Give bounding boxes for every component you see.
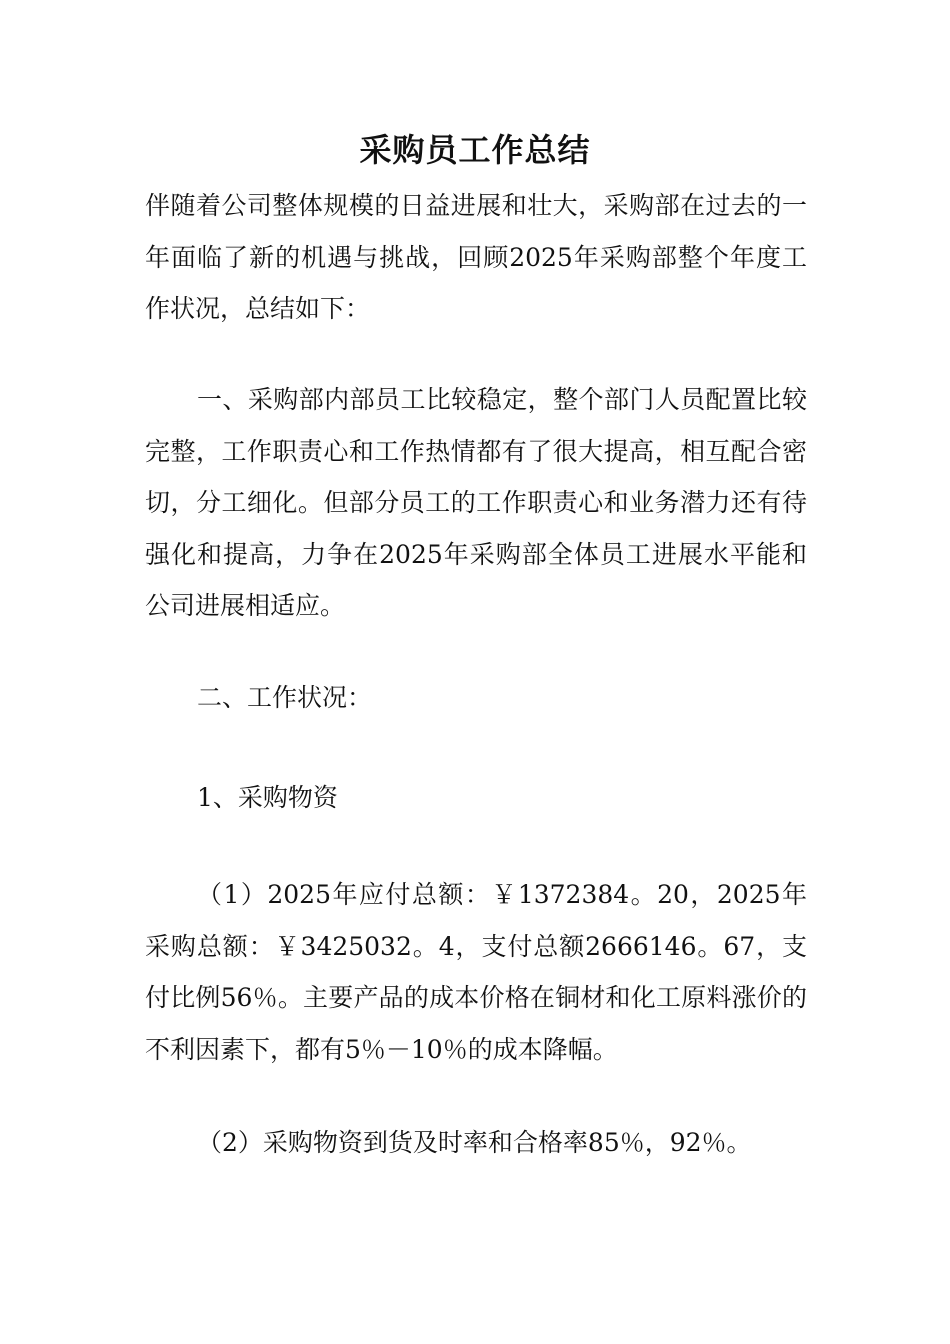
section-one-paragraph: 一、采购部内部员工比较稳定，整个部门人员配置比较完整，工作职责心和工作热情都有了很大提高，相互配合密切，分工细化。但部分员工的工作职责心和业务潜力还有待强化和提高，力争在2025年采购部全体员工进展水平能和公司进展相适应。 [145, 385, 807, 620]
item-two-paragraph: （2）采购物资到货及时率和合格率85％，92％。 [197, 1128, 752, 1157]
subsection-one-heading: 1、采购物资 [197, 783, 338, 812]
document-title: 采购员工作总结 [359, 131, 591, 169]
intro-paragraph: 伴随着公司整体规模的日益进展和壮大，采购部在过去的一年面临了新的机遇与挑战，回顾2025年采购部整个年度工作状况，总结如下： [145, 191, 807, 323]
section-two-heading: 二、工作状况： [197, 683, 373, 712]
item-one-paragraph: （1）2025年应付总额：￥1372384。20，2025年采购总额：￥3425032。4，支付总额2666146。67，支付比例56％。主要产品的成本价格在铜材和化工原料涨价的不利因素下，都有5％－10％的成本降幅。 [145, 880, 807, 1064]
